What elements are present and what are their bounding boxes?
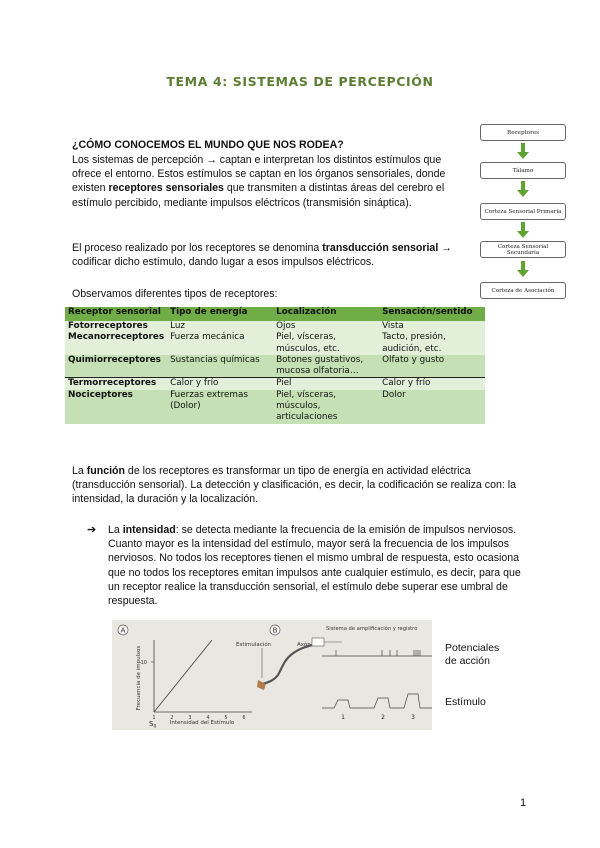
table-header: Localización: [273, 307, 379, 321]
bold-term: transducción sensorial: [322, 242, 439, 254]
table-cell: Vista: [379, 321, 485, 332]
table-cell: Piel, vísceras, músculos, articulaciones: [273, 390, 379, 424]
figure-illustration: [112, 620, 497, 730]
flowchart-box-talamo: Tálamo: [480, 162, 566, 179]
bold-term: intensidad: [122, 524, 176, 536]
text-run: El proceso realizado por los receptores se denomina: [72, 242, 323, 254]
table-row: [65, 355, 485, 378]
bullet-arrow-icon: ➔: [87, 524, 97, 536]
intro-paragraph-2: [72, 241, 472, 269]
table-cell: Fuerza mecánica: [167, 332, 273, 355]
intensity-figure: [112, 620, 500, 730]
text-run: → codificar dicho estímulo, dando lugar a esos impulsos eléctricos.: [72, 242, 452, 269]
table-cell: Piel: [273, 378, 379, 390]
bold-term: receptores sensoriales: [108, 182, 224, 195]
pulse-number: 1: [341, 714, 345, 721]
down-arrow-icon: [517, 181, 529, 197]
page-title: TEMA 4: SISTEMAS DE PERCEPCIÓN: [166, 74, 434, 89]
legend-potentials: Potenciales de acción: [445, 642, 500, 667]
text-run: La: [72, 465, 87, 477]
table-cell: Ojos: [273, 321, 379, 332]
table-cell: Nociceptores: [65, 390, 167, 424]
text-run: : se detecta mediante la frecuencia de la emisión de impulsos nerviosos. Cuanto mayor es la intensidad del estímulo, mayor será la frecuencia de los impulsos nerviosos. No todos los receptores tienen el mismo umbral de respuesta, esto ocasiona que no todos los receptores emitan impulsos ante cualquier estímulo, es decir, para que un receptor realice la transducción sensorial, el estímulo debe superar ese umbral de respuesta.: [108, 524, 521, 608]
intensidad-paragraph: [108, 523, 526, 608]
table-header: Tipo de energía: [167, 307, 273, 321]
down-arrow-icon: [517, 261, 529, 277]
pulse-number: 2: [381, 714, 385, 721]
text-run: que transmiten a distintas áreas del cerebro el estímulo percibido, mediante impulsos eléctricos (transmisión sináptica).: [72, 182, 445, 209]
x-tick-label: 5: [224, 715, 228, 721]
text-run: Los sistemas de percepción → captan e interpretan los distintos estímulos que ofrece el entorno. Estos estímulos se captan en los órganos sensoriales, donde existen: [72, 154, 446, 195]
x-axis-label: [170, 719, 235, 726]
table-cell: Fuerzas extremas (Dolor): [167, 390, 273, 424]
table-cell: Termorreceptores: [65, 378, 167, 390]
x-tick-label: 3: [188, 715, 192, 721]
table-cell: Calor y frío: [167, 378, 273, 390]
table-row: [65, 390, 485, 424]
legend-stimulus: Estímulo: [445, 696, 486, 708]
s0-text: S: [149, 720, 154, 728]
table-row: [65, 378, 485, 390]
table-cell: Luz: [167, 321, 273, 332]
table-cell: Botones gustativos, mucosa olfatoria…: [273, 355, 379, 378]
text-run: La: [108, 524, 123, 536]
y-axis-label: Frecuencia de impulsos: [136, 645, 142, 711]
table-row: [65, 321, 485, 332]
panel-a-label: A: [120, 626, 126, 635]
flowchart-box-corteza-primaria: Corteza Sensorial Primaria: [480, 203, 566, 220]
table-cell: Piel, vísceras, músculos, etc.: [273, 332, 379, 355]
page-number: 1: [520, 797, 527, 809]
x-tick-label: 2: [170, 715, 174, 721]
intro-paragraph-3: Observamos diferentes tipos de receptores:: [72, 288, 278, 300]
panel-b-label: B: [272, 626, 278, 635]
y-tick-label: 10: [140, 660, 147, 666]
table-cell: Olfato y gusto: [379, 355, 485, 378]
flowchart-box-receptores: Receptores: [480, 124, 566, 141]
down-arrow-icon: [517, 222, 529, 238]
x-tick-label: 6: [242, 715, 246, 721]
table-cell: Dolor: [379, 390, 485, 424]
flowchart: [480, 124, 566, 304]
table-cell: Mecanorreceptores: [65, 332, 167, 355]
stim-label: Estimulación: [236, 642, 272, 648]
table-cell: Fotorreceptores: [65, 321, 167, 332]
pulse-number: 3: [411, 714, 415, 721]
table-header: Sensación/sentido: [379, 307, 485, 321]
axon-label: Axón: [297, 642, 311, 648]
x-tick-label: 1: [152, 715, 156, 721]
table-cell: Quimiorreceptores: [65, 355, 167, 378]
bold-term: función: [86, 465, 125, 477]
s0-sub: 0: [153, 724, 157, 730]
text-run: de los receptores es transformar un tipo de energía en actividad eléctrica (transducción sensorial). La detección y clasificación, es decir, la codificación se realiza con: la intensidad, la duración y la localización.: [72, 465, 516, 506]
down-arrow-icon: [517, 143, 529, 159]
table-row: [65, 332, 485, 355]
funcion-paragraph: [72, 464, 532, 507]
x-axis-label-text: Intensidad del Estímulo: [169, 720, 235, 726]
table-cell: Sustancias químicas: [167, 355, 273, 378]
flowchart-box-corteza-asociacion: Corteza de Asociación: [480, 282, 566, 299]
x-tick-label: 4: [206, 715, 210, 721]
system-label: Sistema de amplificación y registro: [326, 626, 418, 632]
table-cell: Tacto, presión, audición, etc.: [379, 332, 485, 355]
table-cell: Calor y frío: [379, 378, 485, 390]
receptors-table: [65, 307, 485, 424]
flowchart-box-corteza-secundaria: Corteza Sensorial Secundaria: [480, 241, 566, 258]
section-heading: ¿CÓMO CONOCEMOS EL MUNDO QUE NOS RODEA?: [72, 139, 344, 151]
intro-paragraph-1: [72, 153, 462, 210]
table-header: Receptor sensorial: [65, 307, 167, 321]
